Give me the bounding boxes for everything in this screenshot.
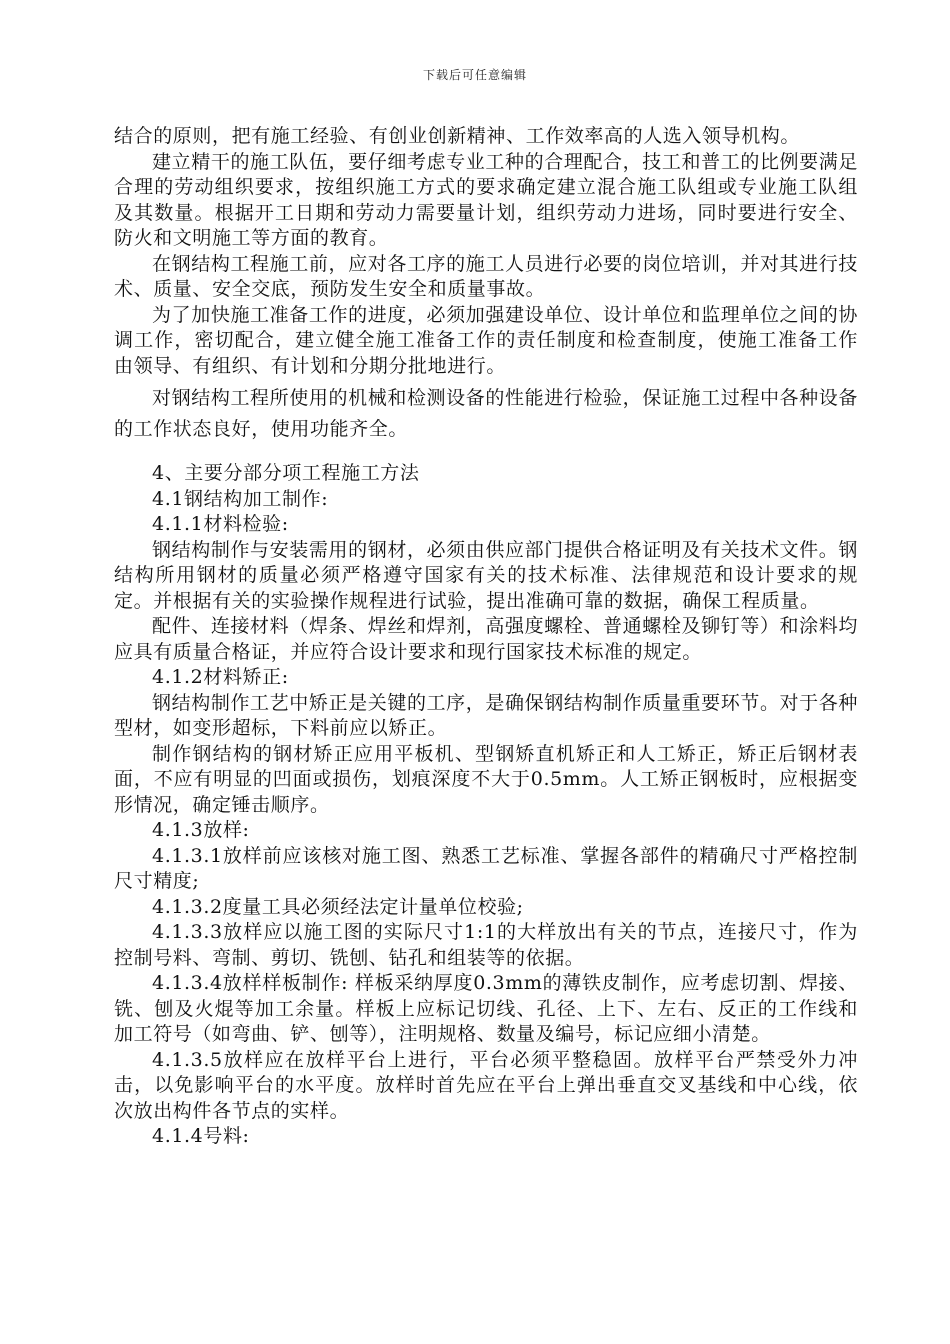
paragraph: 4.1.3.5放样应在放样平台上进行，平台必须平整稳固。放样平台严禁受外力冲击，以免影响平台的水平度。放样时首先应在平台上弹出垂直交叉基线和中心线，依次放出构件各节点的实样。 (114, 1048, 858, 1122)
paragraph: 为了加快施工准备工作的进度，必须加强建设单位、设计单位和监理单位之间的协调工作，密切配合，建立健全施工准备工作的责任制度和检查制度，使施工准备工作由领导、有组织、有计划和分期分批地进行。 (114, 303, 858, 377)
paragraph: 结合的原则，把有施工经验、有创业创新精神、工作效率高的人选入领导机构。 (114, 125, 801, 147)
paragraph: 配件、连接材料（焊条、焊丝和焊剂，高强度螺栓、普通螺栓及铆钉等）和涂料均应具有质量合格证，并应符合设计要求和现行国家技术标准的规定。 (114, 615, 858, 663)
paragraph: 对钢结构工程所使用的机械和检测设备的性能进行检验，保证施工过程中各种设备的工作状态良好，使用功能齐全。 (114, 387, 858, 440)
paragraph: 4.1.3.3放样应以施工图的实际尺寸1:1的大样放出有关的节点，连接尺寸，作为控制号料、弯制、剪切、铣刨、钻孔和组装等的依据。 (114, 921, 858, 969)
paragraph: 钢结构制作工艺中矫正是关键的工序，是确保钢结构制作质量重要环节。对于各种型材，如变形超标，下料前应以矫正。 (114, 691, 858, 739)
paragraph: 制作钢结构的钢材矫正应用平板机、型钢矫直机矫正和人工矫正，矫正后钢材表面，不应有明显的凹面或损伤，划痕深度不大于0.5mm。人工矫正钢板时，应根据变形情况，确定锤击顺序。 (114, 742, 858, 816)
page-header: 下载后可任意编辑 (422, 68, 527, 82)
paragraph: 在钢结构工程施工前，应对各工序的施工人员进行必要的岗位培训，并对其进行技术、质量、安全交底，预防发生安全和质量事故。 (114, 252, 858, 300)
paragraph: 4.1.3.2度量工具必须经法定计量单位校验; (152, 895, 524, 918)
section-heading: 4.1.1材料检验: (152, 513, 289, 535)
paragraph: 4.1.3.4放样样板制作: 样板采纳厚度0.3mm的薄铁皮制作，应考虑切割、焊接、铣、刨及火焜等加工余量。样板上应标记切线、孔径、上下、左右、反正的工作线和加工符号（如弯曲、铲、刨等），注明规格、数量及编号，标记应细小清楚。 (114, 972, 858, 1045)
paragraph: 建立精干的施工队伍，要仔细考虑专业工种的合理配合，技工和普工的比例要满足合理的劳动组织要求，按组织施工方式的要求确定建立混合施工队组或专业施工队组及其数量。根据开工日期和劳动力需要量计划，组织劳动力进场，同时要进行安全、防火和文明施工等方面的教育。 (114, 150, 858, 249)
document-body (114, 124, 858, 1150)
section-heading: 4.1.4号料: (152, 1125, 250, 1147)
section-heading: 4、主要分部分项工程施工方法 (152, 462, 420, 484)
section-heading: 4.1.3放样: (152, 819, 250, 841)
section-heading: 4.1.2材料矫正: (152, 666, 289, 688)
section-heading: 4.1钢结构加工制作: (152, 487, 329, 510)
paragraph: 钢结构制作与安装需用的钢材，必须由供应部门提供合格证明及有关技术文件。钢结构所用钢材的质量必须严格遵守国家有关的技术标准、法律规范和设计要求的规定。并根据有关的实验操作规程进行试验，提出准确可靠的数据，确保工程质量。 (114, 538, 858, 612)
paragraph: 4.1.3.1放样前应该核对施工图、熟悉工艺标准、掌握各部件的精确尺寸严格控制尺寸精度; (114, 844, 858, 892)
